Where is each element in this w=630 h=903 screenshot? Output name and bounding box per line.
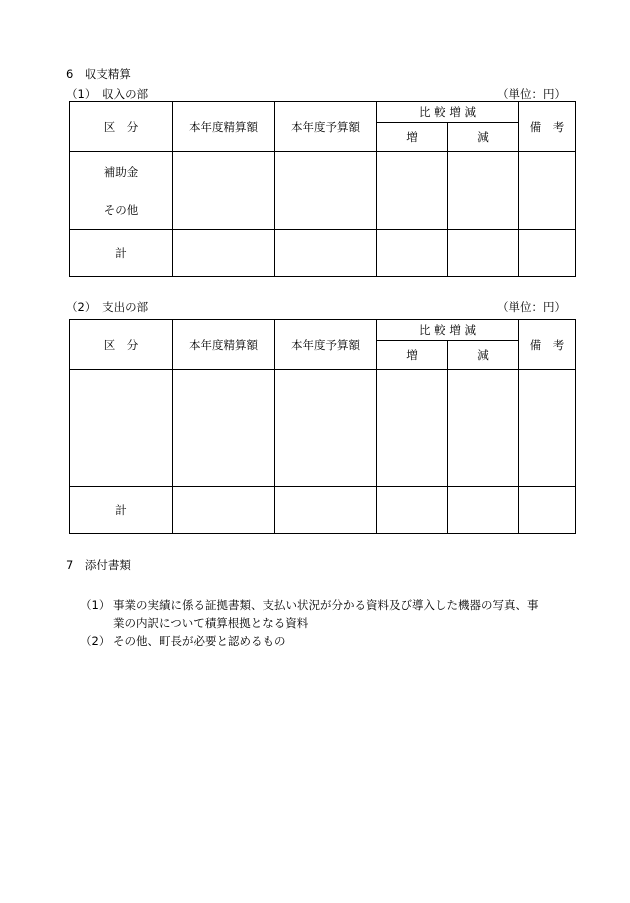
attachment-item-1-line1: 事業の実績に係る証拠書類、支払い状況が分かる資料及び導入した機器の写真、事 [113, 598, 539, 612]
section-7-title: 7 添付書類 [66, 558, 131, 572]
expense-total-increase [377, 487, 448, 534]
income-total-budget [275, 230, 377, 277]
expense-unit: （単位：円） [497, 300, 566, 314]
income-total-remarks [519, 230, 576, 277]
income-decrease-cell [448, 152, 519, 230]
income-remarks-cell [519, 152, 576, 230]
expense-heading: （2） 支出の部 [66, 300, 149, 314]
income-total-increase [377, 230, 448, 277]
income-unit: （単位：円） [497, 87, 566, 101]
expense-header-actual: 本年度精算額 [173, 320, 275, 370]
expense-increase-cell [377, 370, 448, 487]
income-header-category: 区 分 [70, 102, 173, 152]
income-header-increase: 増 [377, 123, 448, 152]
income-increase-cell [377, 152, 448, 230]
expense-budget-cell [275, 370, 377, 487]
income-header-remarks: 備 考 [519, 102, 576, 152]
income-total-decrease [448, 230, 519, 277]
expense-remarks-cell [519, 370, 576, 487]
income-header-decrease: 減 [448, 123, 519, 152]
attachment-item-1-number: （1） [80, 598, 111, 612]
expense-table [69, 319, 576, 534]
income-header-budget: 本年度予算額 [275, 102, 377, 152]
income-row-label: その他 [103, 202, 139, 217]
expense-total-decrease [448, 487, 519, 534]
expense-actual-cell [173, 370, 275, 487]
income-table [69, 101, 576, 277]
income-budget-cell [275, 152, 377, 230]
income-items-cell [70, 152, 173, 230]
income-header-comparison: 比 較 増 減 [377, 102, 519, 123]
income-heading: （1） 収入の部 [66, 87, 149, 101]
expense-header-budget: 本年度予算額 [275, 320, 377, 370]
expense-header-category: 区 分 [70, 320, 173, 370]
expense-total-actual [173, 487, 275, 534]
expense-header-comparison: 比 較 増 減 [377, 320, 519, 341]
attachment-item-1-line2: 業の内訳について積算根拠となる資料 [113, 616, 309, 630]
expense-total-label: 計 [70, 487, 173, 534]
expense-total-budget [275, 487, 377, 534]
income-actual-cell [173, 152, 275, 230]
section-6-title: 6 収支精算 [66, 67, 131, 81]
expense-header-increase: 増 [377, 341, 448, 370]
expense-total-remarks [519, 487, 576, 534]
expense-header-remarks: 備 考 [519, 320, 576, 370]
income-total-label: 計 [70, 230, 173, 277]
attachment-item-2-line1: その他、町長が必要と認めるもの [113, 634, 286, 648]
expense-decrease-cell [448, 370, 519, 487]
attachment-item-2-number: （2） [80, 634, 111, 648]
expense-header-decrease: 減 [448, 341, 519, 370]
income-row-label: 補助金 [103, 164, 139, 179]
income-header-actual: 本年度精算額 [173, 102, 275, 152]
expense-items-cell [70, 370, 173, 487]
income-total-actual [173, 230, 275, 277]
